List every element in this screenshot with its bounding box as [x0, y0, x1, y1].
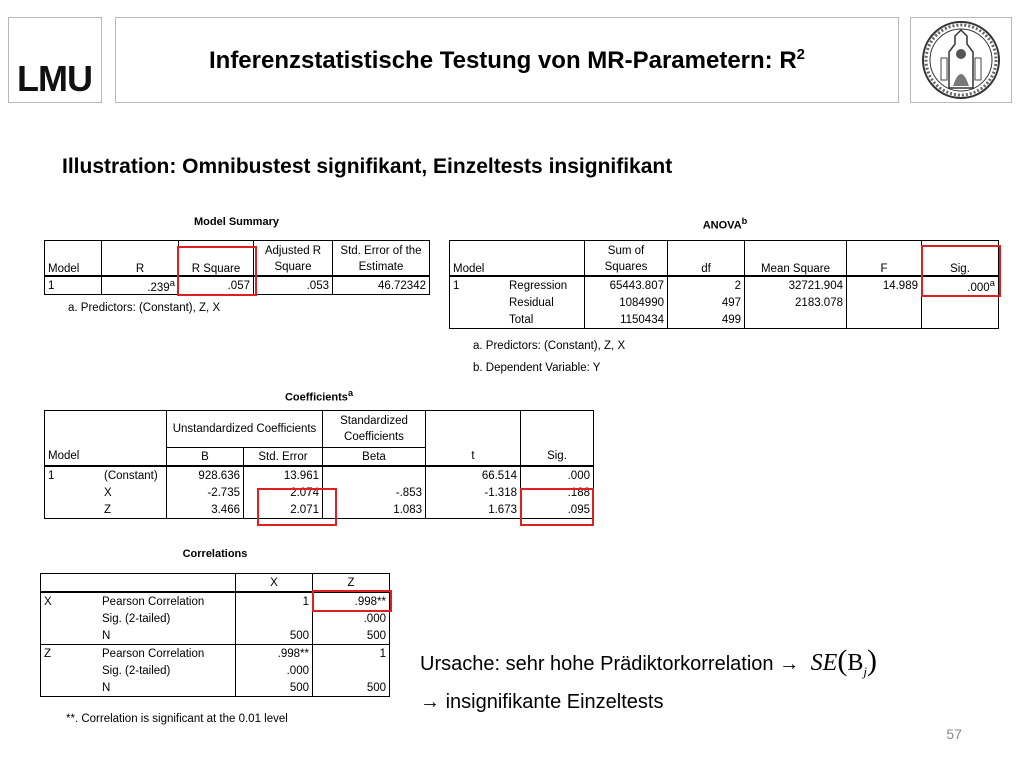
header-b: B [167, 448, 244, 467]
cell-adj-r-square: .053 [254, 276, 333, 295]
cell-std-error: 46.72342 [333, 276, 430, 295]
cell-sig [922, 311, 999, 329]
header-model: Model [45, 448, 167, 467]
header-std-error: Std. Error [244, 448, 323, 467]
header-x: X [236, 574, 313, 593]
cell-stat: Sig. (2-tailed) [102, 664, 171, 677]
highlight-std-error [257, 488, 337, 526]
cell-beta: 1.083 [323, 501, 426, 519]
cell-source: Residual [509, 296, 554, 309]
cell-model [45, 501, 102, 519]
cell-stat: N [99, 627, 236, 645]
cell-source: Regression [509, 279, 568, 292]
cell-ss: 1150434 [585, 311, 668, 329]
cell-var: Z [41, 645, 100, 663]
cell-model: 1 [45, 466, 102, 484]
cell-t: 66.514 [426, 466, 521, 484]
cell-ms: 2183.078 [745, 294, 847, 311]
cell-model: 1 [450, 276, 507, 294]
cell-model: 1 [45, 276, 102, 295]
note-line-2: → insignifikante Einzeltests [420, 690, 664, 713]
anova-footnote-a: a. Predictors: (Constant), Z, X [473, 340, 626, 352]
highlight-correlation [312, 590, 392, 612]
cell-ms [745, 311, 847, 329]
cell-x: 500 [236, 679, 313, 697]
anova-footnote-b: b. Dependent Variable: Y [473, 362, 601, 374]
header-std-error: Std. Error of the Estimate [333, 241, 430, 277]
cell-ms: 32721.904 [745, 276, 847, 294]
cell-term: Z [101, 501, 167, 519]
cell-z [313, 662, 390, 679]
header-beta: Beta [323, 448, 426, 467]
header-unstandardized: Unstandardized Coefficients [167, 411, 323, 448]
cell-b: 3.466 [167, 501, 244, 519]
cell-var [41, 610, 100, 627]
cell-x: 500 [236, 627, 313, 645]
cell-r-square: .057 [179, 276, 254, 295]
header-z: Z [313, 574, 390, 593]
page-number: 57 [946, 726, 962, 742]
cell-z: 500 [313, 627, 390, 645]
cell-x [236, 610, 313, 627]
correlations-title: Correlations [182, 548, 248, 560]
cell-stat: Pearson Correlation [102, 647, 205, 660]
cell-se: 2.071 [244, 501, 323, 519]
cell-sig: .000$^a$ [922, 276, 999, 294]
header-model: Model [45, 241, 102, 277]
anova-table [449, 240, 999, 329]
cell-model [450, 311, 507, 329]
header-f: F [847, 241, 922, 277]
correlations-footnote: **. Correlation is significant at the 0.01 level [66, 713, 288, 725]
lmu-logo [8, 17, 102, 103]
cell-beta [323, 466, 426, 484]
cell-stat: Sig. (2-tailed) [102, 612, 171, 625]
cell-z: .998** [313, 592, 390, 610]
cell-x: .998** [236, 645, 313, 663]
conclusion-note [420, 646, 877, 717]
cell-z: .000 [313, 610, 390, 627]
anova-title: ANOVA$^b$ [702, 216, 748, 232]
cell-sig: .095 [521, 501, 594, 519]
arrow-right-icon: → [420, 690, 440, 713]
arrow-right-icon: → [779, 653, 800, 675]
cell-f [847, 311, 922, 329]
cell-var [41, 679, 100, 697]
highlight-coef-sig [520, 488, 594, 526]
cell-sig: .188 [521, 484, 594, 501]
cell-sig: .000 [521, 466, 594, 484]
cell-t: 1.673 [426, 501, 521, 519]
cell-x: .000 [236, 662, 313, 679]
cell-df: 497 [668, 294, 745, 311]
cell-z: 1 [313, 645, 390, 663]
note-line-1: Ursache: sehr hohe Prädiktorkorrelation → $SE(B_j)$ [420, 644, 877, 679]
cell-var [41, 662, 100, 679]
cell-df: 2 [668, 276, 745, 294]
header-t: t [426, 448, 521, 467]
cell-x: 1 [236, 592, 313, 610]
cell-se: 13.961 [244, 466, 323, 484]
slide-subtitle: Illustration: Omnibustest signifikant, Einzeltests insignifikant [62, 155, 673, 178]
cell-stat: N [99, 679, 236, 697]
header-sig: Sig. [922, 241, 999, 277]
seal-icon [911, 18, 1011, 102]
cell-term: (Constant) [104, 469, 158, 482]
cell-model [45, 484, 102, 501]
model-summary-title: Model Summary [194, 216, 279, 228]
cell-se: 2.074 [244, 484, 323, 501]
cell-var: X [41, 592, 100, 610]
standard-error-formula: $SE(B_j)$ [810, 644, 877, 679]
highlight-anova-sig [921, 245, 1001, 297]
header-model: Model [450, 241, 585, 277]
cell-r: .239$^a$ [102, 276, 179, 295]
cell-b: -2.735 [167, 484, 244, 501]
cell-z: 500 [313, 679, 390, 697]
header-adj-r-square: Adjusted R Square [254, 241, 333, 277]
title-bar [115, 17, 899, 103]
cell-stat: Pearson Correlation [102, 595, 205, 608]
logo-text: LMU [17, 58, 92, 99]
header-sig: Sig. [521, 448, 594, 467]
cell-beta: -.853 [323, 484, 426, 501]
cell-model [450, 294, 507, 311]
university-seal [910, 17, 1012, 103]
header-mean-square: Mean Square [745, 241, 847, 277]
cell-b: 928.636 [167, 466, 244, 484]
cell-term: X [104, 486, 112, 499]
cell-var [41, 627, 100, 645]
page-title: Inferenzstatistische Testung von MR-Parametern: $R^2$ [208, 46, 805, 74]
header-standardized: Standardized Coefficients [323, 411, 426, 448]
header-sum-of-squares: Sum of Squares [585, 241, 668, 277]
header-r-square: R Square [179, 241, 254, 277]
model-summary-footnote: a. Predictors: (Constant), Z, X [68, 302, 221, 314]
header-r: R [102, 241, 179, 277]
cell-ss: 1084990 [585, 294, 668, 311]
highlight-r-square [177, 246, 257, 296]
cell-f [847, 294, 922, 311]
cell-df: 499 [668, 311, 745, 329]
cell-t: -1.318 [426, 484, 521, 501]
cell-f: 14.989 [847, 276, 922, 294]
cell-source: Total [506, 311, 585, 329]
coefficients-title: Coefficients$^a$ [284, 388, 354, 404]
cell-ss: 65443.807 [585, 276, 668, 294]
header-df: df [668, 241, 745, 277]
